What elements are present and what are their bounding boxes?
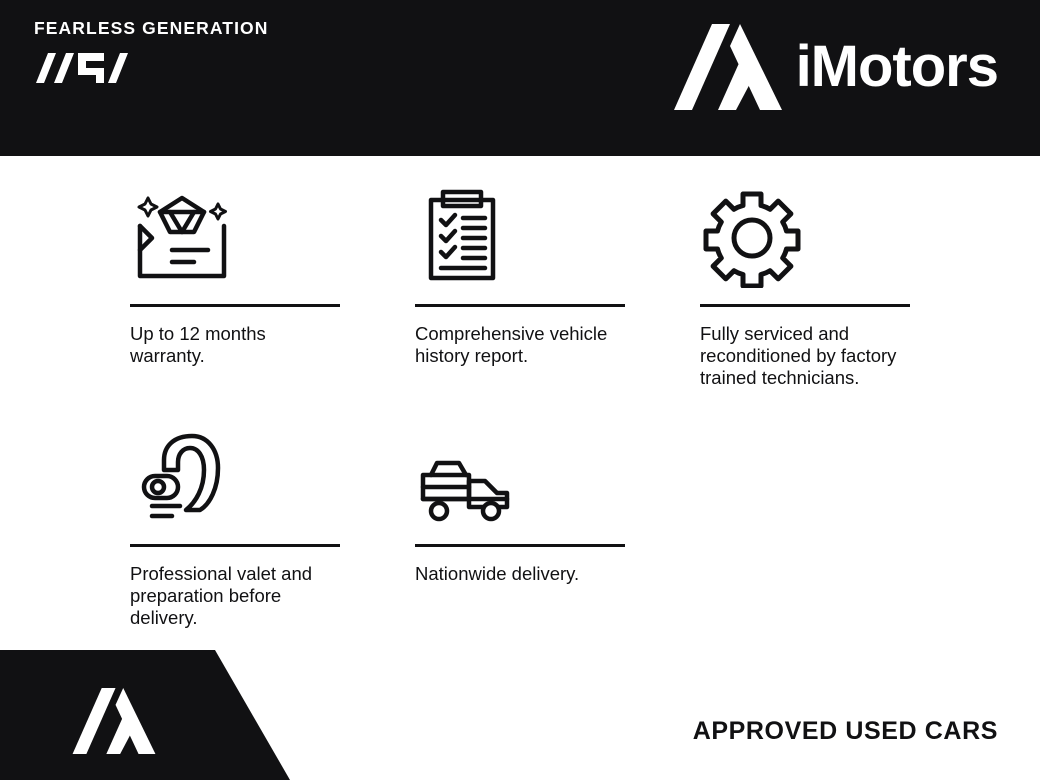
- feature-item-delivery: [415, 418, 700, 628]
- feature-label: Nationwide delivery.: [415, 563, 580, 585]
- diamond-certificate-icon: [130, 178, 415, 298]
- brand-name: iMotors: [795, 34, 998, 99]
- divider-rule: [130, 544, 340, 547]
- feature-label: Professional valet and preparation before delivery.: [130, 563, 313, 629]
- divider-rule: [415, 304, 625, 307]
- feature-row: [130, 418, 930, 628]
- feature-item-warranty: [130, 178, 415, 388]
- feature-item-valet: [130, 418, 415, 628]
- feature-row: [130, 178, 930, 388]
- feature-label: Fully serviced and reconditioned by factory trained technicians.: [700, 323, 897, 388]
- clipboard-checklist-icon: [415, 178, 700, 298]
- header-left-block: [34, 18, 268, 87]
- feature-item-history-report: [415, 178, 700, 388]
- car-transporter-truck-icon: [415, 418, 700, 538]
- feature-label: Comprehensive vehicle history report.: [415, 323, 608, 366]
- features-grid: [130, 178, 930, 629]
- divider-rule: [700, 304, 910, 307]
- gear-cog-icon: [700, 178, 985, 298]
- footer-tagline: APPROVED USED CARS: [692, 717, 998, 745]
- divider-rule: [415, 544, 625, 547]
- feature-item-serviced: [700, 178, 985, 388]
- year-1971-logo-icon: [34, 45, 130, 87]
- divider-rule: [130, 304, 340, 307]
- imotors-a-logo-icon: [674, 24, 782, 110]
- imotors-a-logo-icon: [72, 688, 156, 754]
- vacuum-cleaner-icon: [130, 418, 415, 538]
- feature-label: Up to 12 months warranty.: [130, 323, 266, 366]
- header-tagline: FEARLESS GENERATION: [34, 18, 269, 38]
- header-brand-block: [674, 24, 998, 110]
